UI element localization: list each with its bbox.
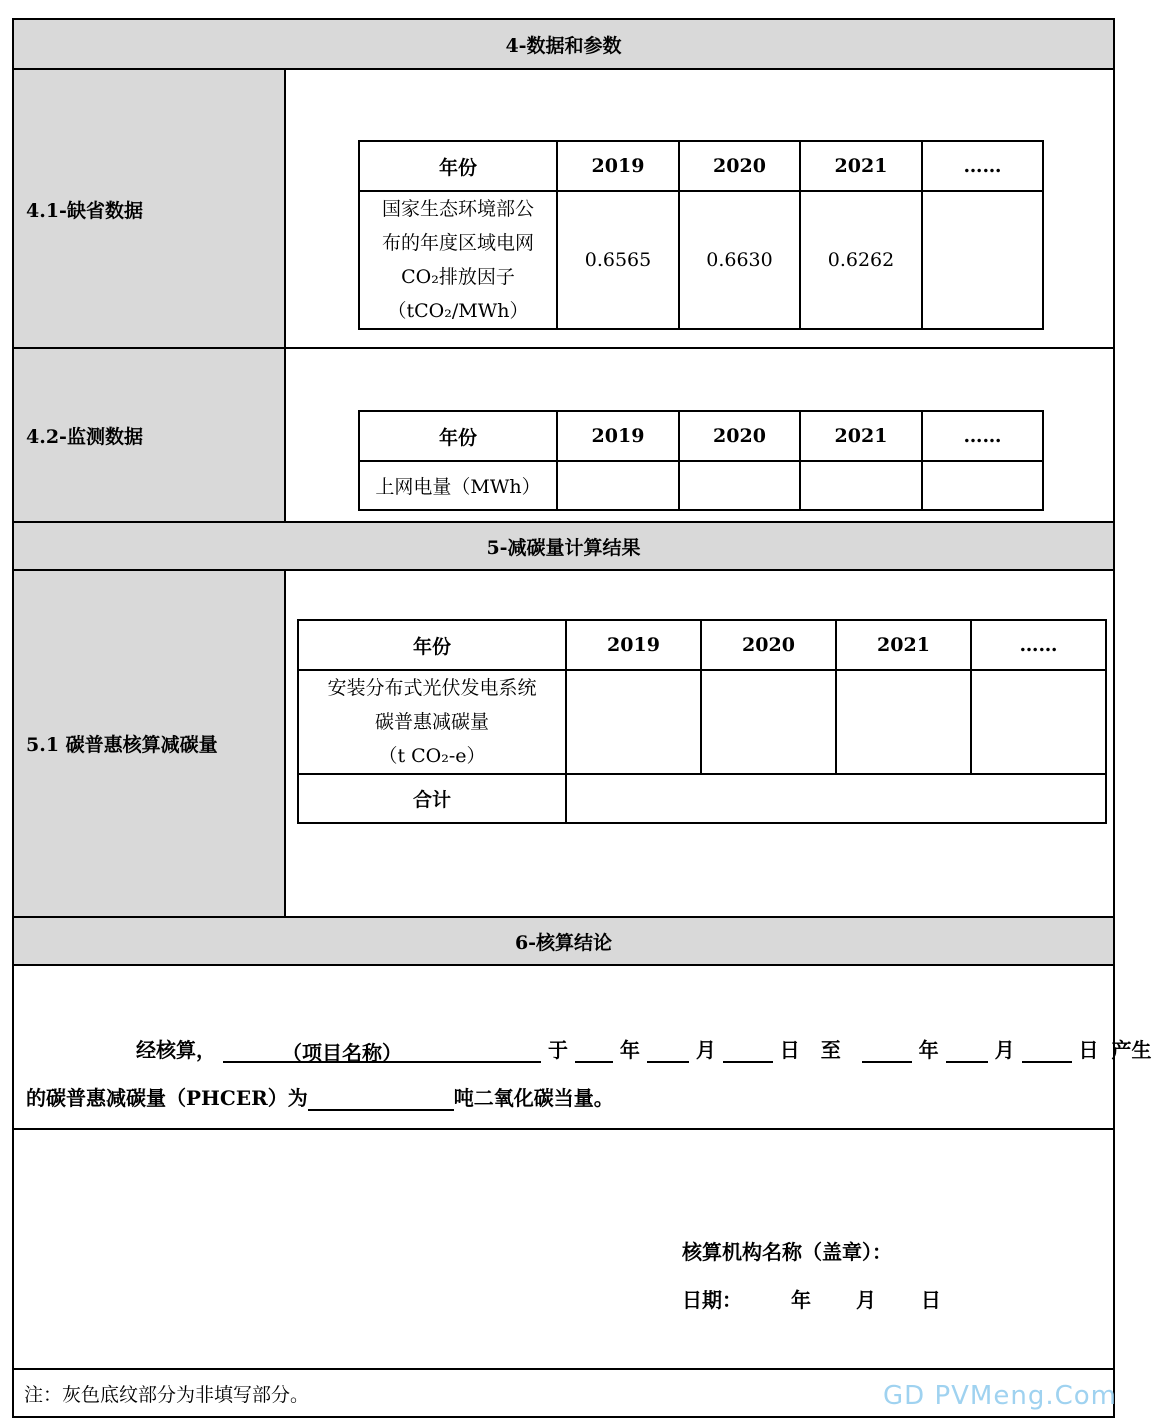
emission-factor-label: [359, 191, 557, 329]
zhi-text: 至: [820, 1038, 841, 1062]
yu-text: 于: [547, 1038, 568, 1062]
year-2021: 2021: [836, 620, 971, 670]
year-2021: 2021: [800, 141, 922, 191]
conclusion-line-2: [26, 1082, 1006, 1112]
label-4-1-text: 4.1-缺省数据: [26, 200, 143, 222]
reduction-2021[interactable]: [836, 670, 971, 774]
default-data-table: [358, 140, 1044, 330]
year-header: 年份: [359, 141, 557, 191]
start-month-unit: 月: [695, 1038, 716, 1062]
year-more: ……: [922, 411, 1043, 461]
start-day-unit: 日: [779, 1038, 800, 1062]
monitoring-data-table: [358, 410, 1044, 511]
date-day: 日: [920, 1288, 941, 1312]
org-name-text: 核算机构名称（盖章）：: [682, 1240, 892, 1264]
year-2020: 2020: [679, 411, 800, 461]
conclusion-prefix: 经核算，: [136, 1038, 216, 1062]
grid-electricity-2021[interactable]: [800, 461, 922, 510]
year-2019: 2019: [557, 411, 679, 461]
emission-factor-more: [922, 191, 1043, 329]
year-2019: 2019: [566, 620, 701, 670]
watermark: GD PVMeng.Com: [883, 1381, 1117, 1411]
start-month-field[interactable]: [647, 1037, 689, 1063]
grid-electricity-label: 上网电量（MWh）: [359, 461, 557, 510]
emission-factor-line-1: 国家生态环境部公: [381, 198, 534, 220]
emission-factor-2020: 0.6630: [679, 191, 800, 329]
label-4-2: [14, 349, 286, 521]
reduction-more[interactable]: [971, 670, 1106, 774]
reduction-label-line-3: （t CO₂-e）: [378, 745, 486, 767]
org-name-label: [682, 1236, 892, 1265]
label-5-1: [14, 571, 286, 916]
reduction-label-line-2: 碳普惠减碳量: [374, 711, 489, 733]
section-5-header: [14, 521, 1113, 571]
report-form: [12, 18, 1152, 1418]
label-4-2-text: 4.2-监测数据: [26, 425, 143, 448]
phcer-amount-field[interactable]: [308, 1085, 454, 1111]
reduction-label: [298, 670, 566, 774]
project-name-field[interactable]: [223, 1037, 541, 1063]
reduction-2020[interactable]: [701, 670, 836, 774]
year-2020: 2020: [679, 141, 800, 191]
conclusion-line-2-prefix: 的碳普惠减碳量（PHCER）为: [26, 1086, 308, 1110]
section-4-header: [14, 20, 1113, 70]
year-more: ……: [922, 141, 1043, 191]
section-6-title: 6-核算结论: [514, 931, 613, 954]
total-value[interactable]: [566, 774, 1106, 823]
end-day-field[interactable]: [1022, 1037, 1072, 1063]
conclusion-line-2-suffix: 吨二氧化碳当量。: [453, 1086, 614, 1110]
row-divider: [14, 1368, 1113, 1370]
reduction-table: [297, 619, 1107, 824]
emission-factor-2019: 0.6565: [557, 191, 679, 329]
label-4-1: [14, 70, 286, 349]
start-day-field[interactable]: [723, 1037, 773, 1063]
end-year-unit: 年: [918, 1038, 939, 1062]
reduction-2019[interactable]: [566, 670, 701, 774]
year-2020: 2020: [701, 620, 836, 670]
year-more: ……: [971, 620, 1106, 670]
sign-date: [682, 1284, 941, 1313]
year-2021: 2021: [800, 411, 922, 461]
start-year-unit: 年: [619, 1038, 640, 1062]
conclusion-line-1: [136, 1034, 1152, 1065]
grid-electricity-2020[interactable]: [679, 461, 800, 510]
reduction-label-line-1: 安装分布式光伏发电系统: [327, 677, 537, 699]
chansheng-text: 产生: [1111, 1038, 1152, 1062]
grid-electricity-more[interactable]: [922, 461, 1043, 510]
section-4-title: 4-数据和参数: [505, 34, 622, 57]
footnote-text: 注：灰色底纹部分为非填写部分。: [24, 1384, 310, 1406]
project-name-hint: （项目名称）: [281, 1041, 402, 1065]
year-2019: 2019: [557, 141, 679, 191]
end-year-field[interactable]: [862, 1037, 912, 1063]
start-year-field[interactable]: [575, 1037, 613, 1063]
total-label: 合计: [298, 774, 566, 823]
footnote: [24, 1380, 309, 1407]
emission-factor-line-4: （tCO₂/MWh）: [387, 300, 529, 322]
section-5-title: 5-减碳量计算结果: [486, 536, 641, 559]
row-divider: [14, 1128, 1113, 1130]
emission-factor-2021: 0.6262: [800, 191, 922, 329]
grid-electricity-2019[interactable]: [557, 461, 679, 510]
emission-factor-line-2: 布的年度区域电网: [381, 232, 534, 254]
section-6-header: [14, 916, 1113, 966]
year-header: 年份: [298, 620, 566, 670]
date-month: 月: [855, 1288, 876, 1312]
date-label: 日期：: [682, 1288, 742, 1312]
end-day-unit: 日: [1078, 1038, 1099, 1062]
year-header: 年份: [359, 411, 557, 461]
end-month-field[interactable]: [946, 1037, 988, 1063]
end-month-unit: 月: [994, 1038, 1015, 1062]
emission-factor-line-3: CO₂排放因子: [401, 266, 515, 288]
label-5-1-text: 5.1 碳普惠核算减碳量: [26, 734, 218, 756]
date-year: 年: [790, 1288, 811, 1312]
